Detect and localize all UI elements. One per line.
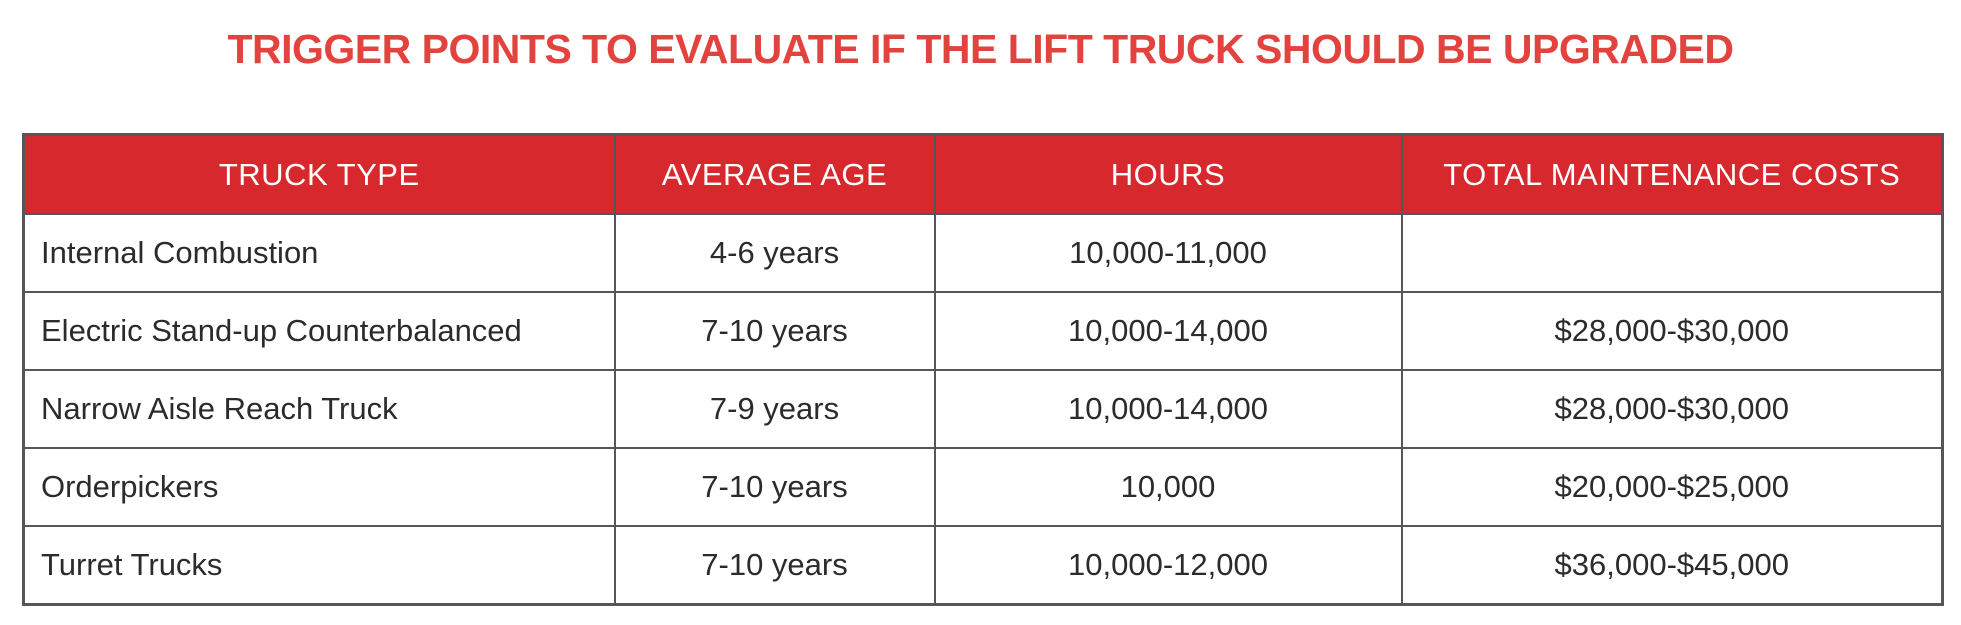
cell-average-age: 7-10 years <box>615 448 935 526</box>
cell-average-age: 7-9 years <box>615 370 935 448</box>
table-row-turret-trucks <box>24 526 1943 605</box>
cell-maintenance-costs: $36,000-$45,000 <box>1402 526 1943 605</box>
cell-average-age: 7-10 years <box>615 292 935 370</box>
cell-hours: 10,000 <box>935 448 1402 526</box>
table-header-row <box>24 135 1943 215</box>
cell-truck-type: Electric Stand-up Counterbalanced <box>24 292 615 370</box>
cell-truck-type: Orderpickers <box>24 448 615 526</box>
col-header-truck-type: TRUCK TYPE <box>24 135 615 215</box>
cell-truck-type: Narrow Aisle Reach Truck <box>24 370 615 448</box>
cell-truck-type: Internal Combustion <box>24 214 615 292</box>
col-header-average-age: AVERAGE AGE <box>615 135 935 215</box>
col-header-hours: HOURS <box>935 135 1402 215</box>
table-row-narrow-aisle-reach-truck <box>24 370 1943 448</box>
cell-maintenance-costs: $20,000-$25,000 <box>1402 448 1943 526</box>
table-row-orderpickers <box>24 448 1943 526</box>
cell-average-age: 7-10 years <box>615 526 935 605</box>
page-title: TRIGGER POINTS TO EVALUATE IF THE LIFT TRUCK SHOULD BE UPGRADED <box>227 26 1734 72</box>
cell-hours: 10,000-14,000 <box>935 292 1402 370</box>
cell-hours: 10,000-11,000 <box>935 214 1402 292</box>
cell-hours: 10,000-14,000 <box>935 370 1402 448</box>
cell-hours: 10,000-12,000 <box>935 526 1402 605</box>
cell-truck-type: Turret Trucks <box>24 526 615 605</box>
col-header-total-maintenance-costs: TOTAL MAINTENANCE COSTS <box>1402 135 1943 215</box>
cell-maintenance-costs: $28,000-$30,000 <box>1402 370 1943 448</box>
table-row-internal-combustion <box>24 214 1943 292</box>
cell-average-age: 4-6 years <box>615 214 935 292</box>
cell-maintenance-costs: $28,000-$30,000 <box>1402 292 1943 370</box>
trigger-points-table <box>22 133 1944 606</box>
table-row-electric-stand-up-counterbalanced <box>24 292 1943 370</box>
cell-maintenance-costs <box>1402 214 1943 292</box>
